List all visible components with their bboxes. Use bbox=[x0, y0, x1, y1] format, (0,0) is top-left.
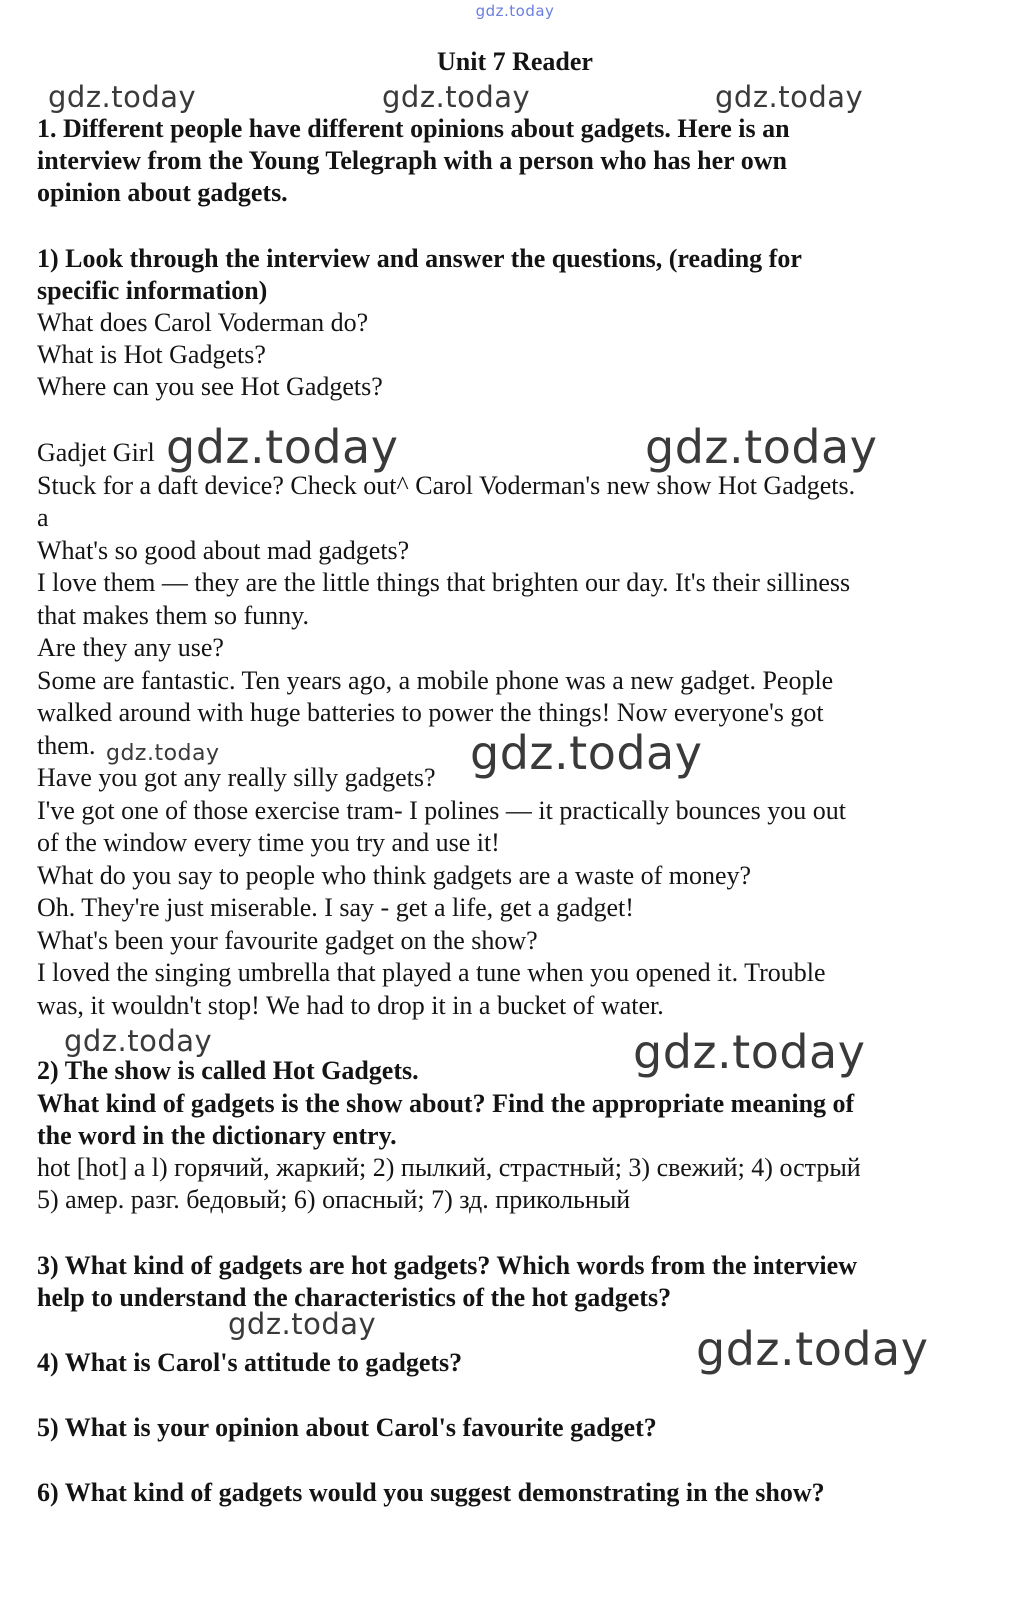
task4-question: 4) What is Carol's attitude to gadgets? bbox=[37, 1348, 463, 1377]
article-line: a bbox=[37, 503, 49, 532]
article-line: I loved the singing umbrella that played a tune when you opened it. Trouble bbox=[37, 958, 826, 987]
watermark: gdz.today bbox=[645, 420, 878, 474]
task3-line: 3) What kind of gadgets are hot gadgets? Which words from the interview bbox=[37, 1251, 857, 1280]
task2-line: What kind of gadgets is the show about? Find the appropriate meaning of bbox=[37, 1089, 855, 1118]
task1-question: Where can you see Hot Gadgets? bbox=[37, 372, 383, 401]
watermark: gdz.today bbox=[382, 80, 531, 114]
task2-line: the word in the dictionary entry. bbox=[37, 1121, 397, 1150]
header-watermark: gdz.today bbox=[475, 2, 555, 20]
task2-line: 2) The show is called Hot Gadgets. bbox=[37, 1056, 419, 1085]
article-line: of the window every time you try and use it! bbox=[37, 828, 500, 857]
article-line: I've got one of those exercise tram- I polines — it practically bounces you out bbox=[37, 796, 846, 825]
article-line: that makes them so funny. bbox=[37, 601, 309, 630]
watermark: gdz.today bbox=[228, 1307, 377, 1341]
task1-intro-line: interview from the Young Telegraph with a person who has her own bbox=[37, 146, 787, 175]
article-line: Some are fantastic. Ten years ago, a mobile phone was a new gadget. People bbox=[37, 666, 834, 695]
article-line: Stuck for a daft device? Check out^ Carol Voderman's new show Hot Gadgets. bbox=[37, 471, 856, 500]
article-line: Oh. They're just miserable. I say - get a life, get a gadget! bbox=[37, 893, 634, 922]
article-line: them. bbox=[37, 731, 96, 760]
dictionary-entry-line: hot [hot] a l) горячий, жаркий; 2) пылкий, страстный; 3) свежий; 4) острый bbox=[37, 1153, 861, 1182]
task3-line: help to understand the characteristics of the hot gadgets? bbox=[37, 1283, 672, 1312]
article-line: What's so good about mad gadgets? bbox=[37, 536, 410, 565]
task1-sub1-line: specific information) bbox=[37, 276, 268, 305]
watermark: gdz.today bbox=[166, 420, 399, 474]
watermark: gdz.today bbox=[696, 1322, 929, 1376]
watermark: gdz.today bbox=[48, 80, 197, 114]
watermark: gdz.today bbox=[715, 80, 864, 114]
watermark: gdz.today bbox=[633, 1025, 866, 1079]
article-heading: Gadjet Girl bbox=[37, 438, 155, 467]
article-line: Are they any use? bbox=[37, 633, 224, 662]
watermark: gdz.today bbox=[470, 726, 703, 780]
task1-question: What does Carol Voderman do? bbox=[37, 308, 369, 337]
task5-question: 5) What is your opinion about Carol's favourite gadget? bbox=[37, 1413, 657, 1442]
task1-sub1-line: 1) Look through the interview and answer the questions, (reading for bbox=[37, 244, 802, 273]
article-line: was, it wouldn't stop! We had to drop it in a bucket of water. bbox=[37, 991, 664, 1020]
article-line: I love them — they are the little things that brighten our day. It's their silliness bbox=[37, 568, 851, 597]
dictionary-entry-line: 5) амер. разг. бедовый; 6) опасный; 7) зд. прикольный bbox=[37, 1185, 631, 1214]
task1-intro-line: 1. Different people have different opinions about gadgets. Here is an bbox=[37, 114, 790, 143]
article-line: walked around with huge batteries to power the things! Now everyone's got bbox=[37, 698, 824, 727]
page-title: Unit 7 Reader bbox=[437, 47, 593, 76]
task6-question: 6) What kind of gadgets would you suggest demonstrating in the show? bbox=[37, 1478, 825, 1507]
watermark: gdz.today bbox=[106, 741, 220, 766]
task1-question: What is Hot Gadgets? bbox=[37, 340, 266, 369]
task1-intro-line: opinion about gadgets. bbox=[37, 178, 288, 207]
watermark: gdz.today bbox=[64, 1024, 213, 1058]
article-line: What do you say to people who think gadgets are a waste of money? bbox=[37, 861, 752, 890]
article-line: What's been your favourite gadget on the show? bbox=[37, 926, 538, 955]
article-line: Have you got any really silly gadgets? bbox=[37, 763, 436, 792]
